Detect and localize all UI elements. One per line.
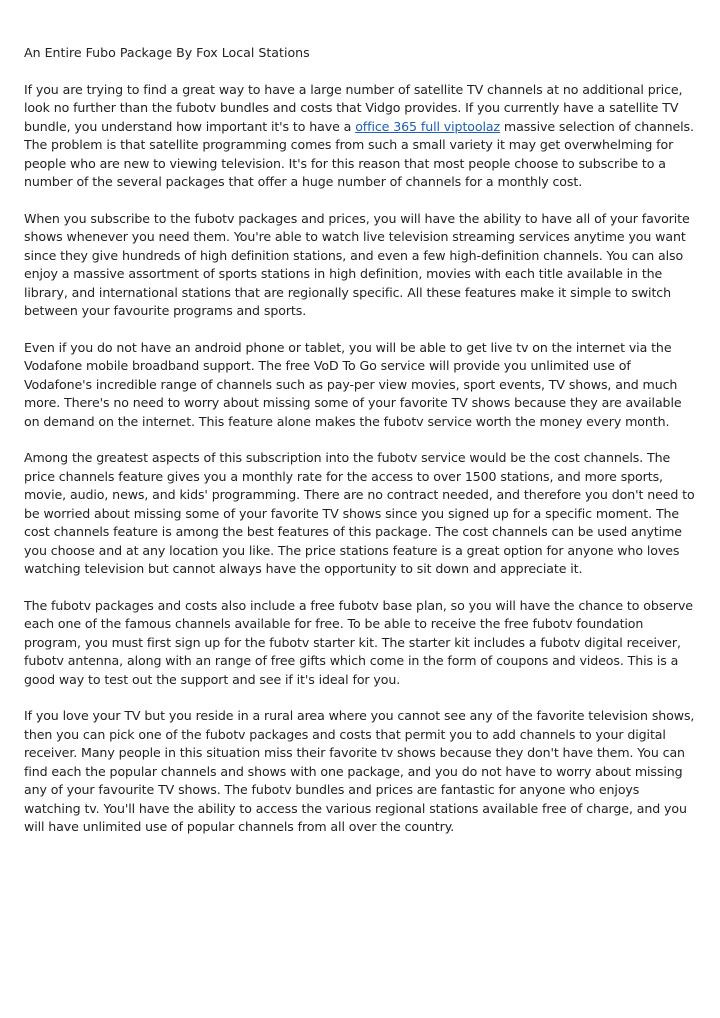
document-title: An Entire Fubo Package By Fox Local Stations: [24, 45, 310, 60]
paragraph-1-text-before-link: If you are trying to find a great way to have a large number of satellite TV channels at no additional price, look no further than the fubotv bundles and costs that Vidgo provides. If you currently have a satellite TV bundle, you understand how important it's to have a: [24, 81, 683, 134]
paragraph-4: Among the greatest aspects of this subscription into the fubotv service would be the cost channels. The price channels feature gives you a monthly rate for the access to over 1500 stations, and more sports, movie, audio, news, and kids' programming. There are no contract needed, and therefore you don't need to be worried about missing some of your favorite TV shows since you signed up for a specific moment. The cost channels feature is among the best features of this package. The cost channels can be used anytime you choose and at any location you like. The price stations feature is a great option for anyone who loves watching television but cannot always have the opportunity to sit down and appreciate it.: [24, 450, 695, 576]
office-365-link[interactable]: office 365 full viptoolaz: [355, 118, 501, 134]
paragraph-3: Even if you do not have an android phone or tablet, you will be able to get live tv on the internet via the Vodafone mobile broadband support. The free VoD To Go service will provide you unlimited use of Vodafone's incredible range of channels such as pay-per view movies, sport events, TV shows, and much more. There's no need to worry about missing some of your favorite TV shows because they are available on demand on the internet. This feature alone makes the fubotv service worth the money every month.: [24, 339, 682, 429]
paragraph-5: The fubotv packages and costs also include a free fubotv base plan, so you will have the chance to observe each one of the famous channels available for free. To be able to receive the free fubotv foundation program, you must first sign up for the fubotv starter kit. The starter kit includes a fubotv digital receiver, fubotv antenna, along with an range of free gifts which come in the form of coupons and videos. This is a good way to test out the support and see if it's ideal for you.: [24, 597, 693, 687]
paragraph-2: When you subscribe to the fubotv packages and prices, you will have the ability to have all of your favorite shows whenever you need them. You're able to watch live television streaming services anytime you want since they give hundreds of high definition stations, and even a few high-definition channels. You can also enjoy a massive assortment of sports stations in high definition, movies with each title available in the library, and international stations that are regionally specific. All these features make it simple to switch between your favourite programs and sports.: [24, 210, 690, 318]
paragraph-1-text-after-link: massive selection of channels. The problem is that satellite programming comes from such a small variety it may get overwhelming for people who are new to viewing television. It's for this reason that most people choose to subscribe to a number of the several packages that offer a huge number of channels for a monthly cost.: [24, 118, 694, 189]
paragraph-6: If you love your TV but you reside in a rural area where you cannot see any of the favorite television shows, then you can pick one of the fubotv packages and costs that permit you to add channels to your digital receiver. Many people in this situation miss their favorite tv shows because they don't have them. You can find each the popular channels and shows with one package, and you do not have to worry about missing any of your favourite TV shows. The fubotv bundles and prices are fantastic for anyone who enjoys watching tv. You'll have the ability to access the various regional stations available free of charge, and you will have unlimited use of popular channels from all over the country.: [24, 708, 695, 834]
paragraph-1: [24, 81, 696, 192]
